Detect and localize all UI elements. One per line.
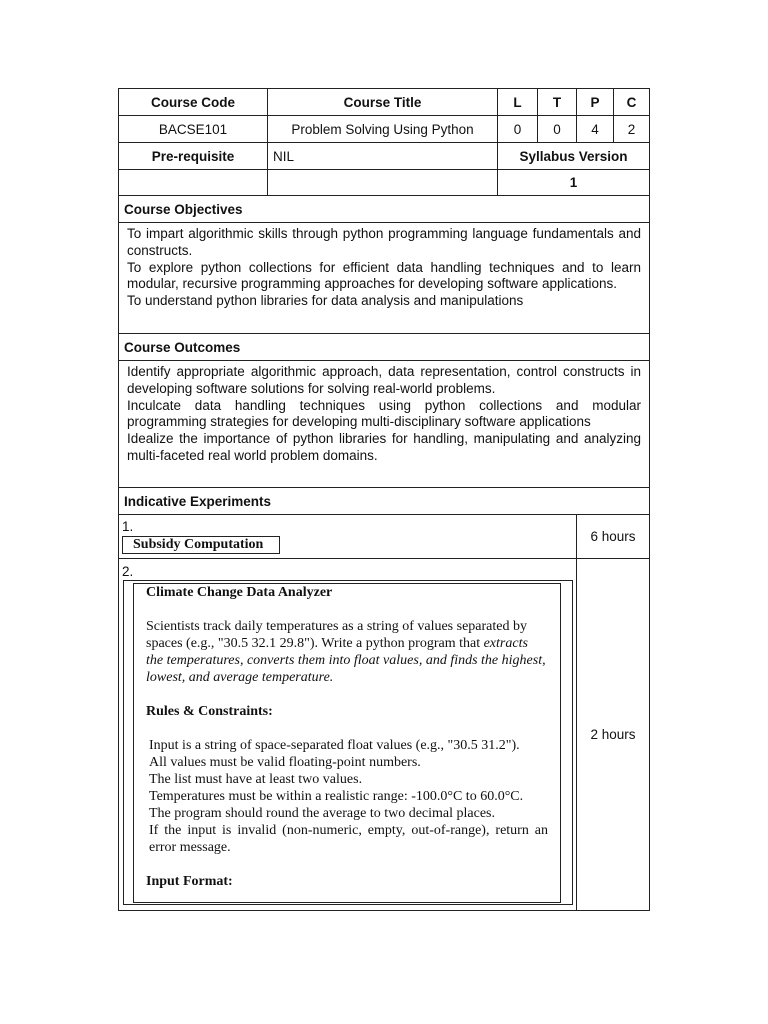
c-header: C xyxy=(613,88,650,116)
syllabus-version-label: Syllabus Version xyxy=(497,142,650,170)
experiment-1-title: Subsidy Computation xyxy=(122,536,280,554)
prereq-value: NIL xyxy=(267,142,498,170)
description-text: Scientists track daily temperatures as a string of values separated by spaces (e.g., "30.5 32.1 29.8"). Write a python program that xyxy=(146,619,527,651)
c-value: 2 xyxy=(613,115,650,143)
objectives-list xyxy=(127,226,641,310)
description-italic-text: extracts the temperatures, converts them into float values, and finds the highest, lowest, and average temperature. xyxy=(146,636,546,685)
experiment-2-description xyxy=(146,618,548,686)
rule-item: The program should round the average to two decimal places. xyxy=(149,806,495,821)
course-title: Problem Solving Using Python xyxy=(267,115,498,143)
l-header: L xyxy=(497,88,538,116)
outcomes-list xyxy=(127,364,641,465)
rules-title: Rules & Constraints: xyxy=(146,704,273,719)
rule-item: If the input is invalid (non-numeric, empty, out-of-range), return an error message. xyxy=(149,823,548,855)
t-value: 0 xyxy=(537,115,577,143)
course-title-header: Course Title xyxy=(267,88,498,116)
experiment-2-number: 2. xyxy=(122,564,134,579)
prereq-label: Pre-requisite xyxy=(118,142,268,170)
rule-item: All values must be valid floating-point numbers. xyxy=(149,755,421,770)
objectives-title: Course Objectives xyxy=(118,195,650,223)
input-format-title: Input Format: xyxy=(146,874,233,889)
experiment-1-hours: 6 hours xyxy=(576,514,650,559)
course-code: BACSE101 xyxy=(118,115,268,143)
empty-cell xyxy=(267,169,498,196)
outcome-item: Idealize the importance of python libraries for handling, manipulating and analyzing multi-faceted real world problem domains. xyxy=(127,431,641,463)
outcome-item: Identify appropriate algorithmic approach, data representation, control constructs in developing software solutions for solving real-world problems. xyxy=(127,364,641,396)
p-value: 4 xyxy=(576,115,614,143)
objective-item: To impart algorithmic skills through python programming language fundamentals and constructs. xyxy=(127,226,641,258)
rule-item: The list must have at least two values. xyxy=(149,772,363,787)
rule-item: Input is a string of space-separated float values (e.g., "30.5 31.2"). xyxy=(149,738,520,753)
p-header: P xyxy=(576,88,614,116)
t-header: T xyxy=(537,88,577,116)
objective-item: To explore python collections for efficient data handling techniques and to learn modular, recursive programming approaches for developing software applications. xyxy=(127,259,641,292)
syllabus-version: 1 xyxy=(497,169,650,196)
experiment-2-title: Climate Change Data Analyzer xyxy=(146,585,333,600)
experiment-2-box xyxy=(133,583,561,903)
rules-list xyxy=(146,737,548,856)
outcomes-title: Course Outcomes xyxy=(118,333,650,361)
l-value: 0 xyxy=(497,115,538,143)
objective-item: To understand python libraries for data analysis and manipulations xyxy=(127,293,524,309)
experiment-2-hours: 2 hours xyxy=(576,558,650,911)
rule-item: Temperatures must be within a realistic range: -100.0°C to 60.0°C. xyxy=(149,789,524,804)
outcome-item: Inculcate data handling techniques using python collections and modular programming strategies for developing multi-disciplinary software applications xyxy=(127,397,641,430)
experiment-1-number: 1. xyxy=(122,519,134,534)
experiments-title: Indicative Experiments xyxy=(118,487,650,515)
empty-cell xyxy=(118,169,268,196)
course-code-header: Course Code xyxy=(118,88,268,116)
